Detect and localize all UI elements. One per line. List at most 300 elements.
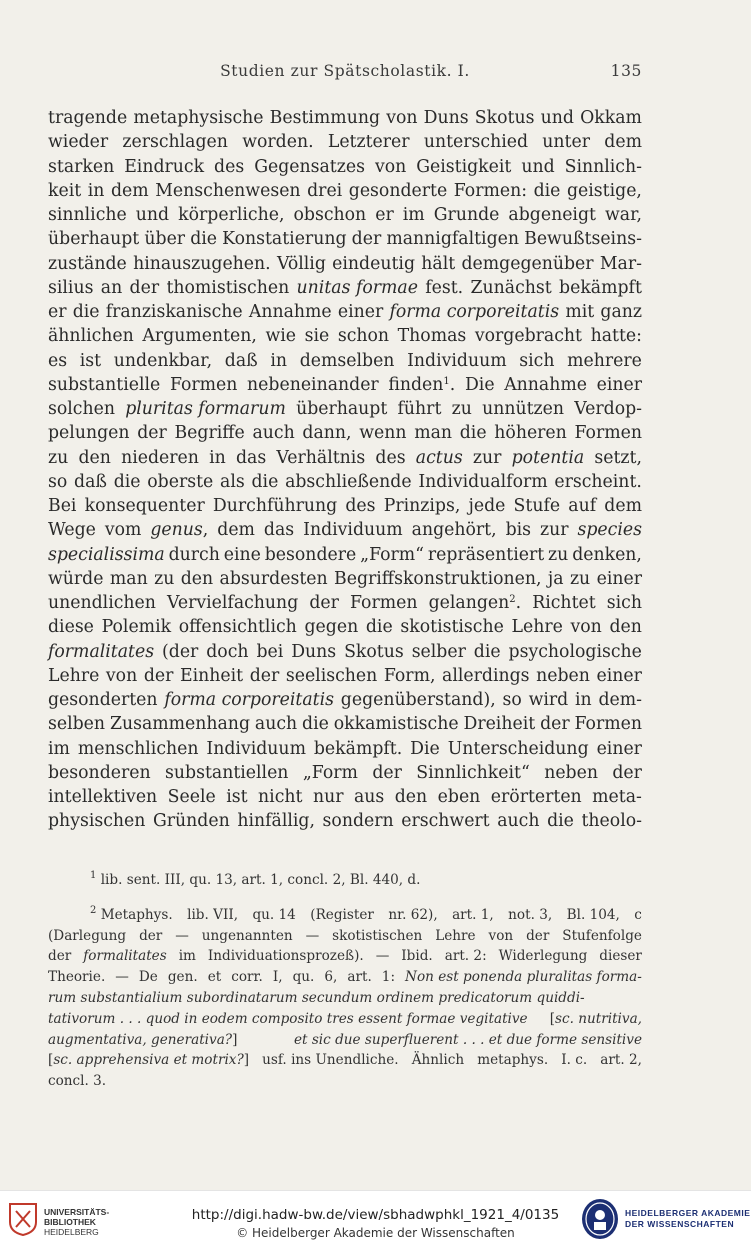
word: Ähnlich xyxy=(411,1052,465,1069)
word: an xyxy=(100,277,123,298)
word: er xyxy=(48,302,67,322)
word: Formen xyxy=(574,423,642,444)
word: qu. xyxy=(292,969,315,986)
body-line xyxy=(48,421,642,445)
word: zu xyxy=(154,568,175,589)
running-title: Studien zur Spätscholastik. I. xyxy=(220,62,470,80)
body-line xyxy=(48,349,642,373)
word: Bl. 104, xyxy=(566,906,620,923)
word: in xyxy=(270,350,288,371)
word: rum substantialium subordinatarum secundum ordinem predicatorum quiddi- xyxy=(48,989,585,1006)
word: 6, xyxy=(324,969,338,986)
word: die xyxy=(72,302,100,322)
word: bis xyxy=(505,520,532,541)
word: so xyxy=(502,690,522,710)
footnote-2-line xyxy=(48,967,642,988)
word: zu xyxy=(48,447,69,468)
word: sie xyxy=(304,326,330,347)
body-line xyxy=(48,130,642,154)
word: Stufe xyxy=(513,496,561,516)
word: nur xyxy=(312,787,344,807)
word: Thomas xyxy=(397,326,467,347)
word: Wege xyxy=(48,520,96,541)
word: zerschlagen xyxy=(122,132,228,153)
word: substantielle xyxy=(48,374,161,395)
body-line xyxy=(48,809,642,833)
word: hinauszugehen. xyxy=(133,253,271,274)
word: Sinnlichkeit“ xyxy=(416,762,530,783)
word: Völlig xyxy=(276,253,326,274)
word: neben xyxy=(536,665,590,686)
word: schon xyxy=(337,326,390,347)
word: allerdings xyxy=(442,665,530,686)
word: die xyxy=(365,617,393,638)
word: die xyxy=(251,471,279,492)
word: erörterten xyxy=(490,787,582,807)
word: Formen xyxy=(574,714,642,735)
word: höheren xyxy=(494,423,567,444)
word: setzt, xyxy=(594,447,642,468)
word: Sinnlich- xyxy=(564,156,642,177)
word: art. xyxy=(347,969,372,986)
word: Einheit xyxy=(179,665,244,686)
word: gelangen$^2$. xyxy=(428,593,522,613)
word: ganz xyxy=(600,302,642,322)
word: silius xyxy=(48,277,94,298)
word: hatte: xyxy=(590,326,642,347)
word: Individuum xyxy=(407,350,507,371)
word: niederen xyxy=(121,447,199,468)
word: lib. VII, xyxy=(187,906,239,923)
body-line xyxy=(48,688,642,712)
word: tragende xyxy=(48,108,128,128)
footnote-1: $^1$ lib. sent. III, qu. 13, art. 1, concl. 2, Bl. 440, d. xyxy=(90,870,421,888)
footnote-2-line xyxy=(48,1009,642,1030)
word: besondere xyxy=(264,544,357,565)
body-line xyxy=(48,494,642,518)
word: die xyxy=(190,229,218,250)
word: gegenüberstand), xyxy=(340,690,496,710)
word: und xyxy=(135,205,170,225)
word: der xyxy=(129,277,160,298)
word: augmentativa, generativa?] xyxy=(48,1031,238,1048)
word: — xyxy=(175,927,189,944)
word: die xyxy=(113,471,141,492)
word: — xyxy=(115,969,129,986)
word: die xyxy=(547,811,574,832)
word: die xyxy=(473,641,501,662)
word: nebeneinander xyxy=(247,374,379,395)
word: körperliche, xyxy=(178,205,285,225)
word: species xyxy=(577,520,642,541)
word: (der xyxy=(162,641,199,662)
word: Individualform xyxy=(418,471,548,492)
word: undenkbar, xyxy=(113,350,213,371)
word: „Form xyxy=(302,762,358,783)
word: mannigfaltigen xyxy=(386,229,519,250)
word: der xyxy=(526,927,550,944)
word: erscheint. xyxy=(554,471,642,492)
word: fest. xyxy=(425,277,464,298)
word: jede xyxy=(468,496,506,516)
word: Die xyxy=(464,374,495,395)
word: daß xyxy=(224,350,258,371)
body-line xyxy=(48,373,642,397)
word: bekämpft. xyxy=(313,738,403,759)
word: corr. xyxy=(231,969,263,986)
word: Individuum xyxy=(206,738,306,759)
word: [sc. apprehensiva et motrix?] xyxy=(48,1052,250,1069)
permalink-url[interactable]: http://digi.hadw-bw.de/view/sbhadwphkl_1921_4/0135 xyxy=(191,1207,560,1223)
word: geistige, xyxy=(566,180,642,201)
word: und xyxy=(521,156,555,177)
word: der xyxy=(143,665,174,686)
word: [sc. nutritiva, xyxy=(549,1010,642,1027)
word: vom xyxy=(104,520,142,541)
word: thomistischen xyxy=(166,277,290,298)
word: so xyxy=(48,471,68,492)
word: von xyxy=(374,156,407,177)
word: einer xyxy=(596,374,642,395)
word: formalitates xyxy=(48,641,155,662)
word: die xyxy=(533,180,561,201)
body-line xyxy=(48,761,642,785)
word: Unterscheidung xyxy=(447,738,589,759)
word: einer xyxy=(596,738,642,759)
word: Gründen xyxy=(152,811,230,832)
word: Menschenwesen xyxy=(155,180,301,201)
word: die xyxy=(459,423,487,444)
word: den xyxy=(78,447,111,468)
word: von xyxy=(488,927,514,944)
word: specialissima xyxy=(48,544,165,565)
body-line xyxy=(48,518,642,542)
copyright-notice: © Heidelberger Akademie der Wissenschaften xyxy=(236,1226,515,1240)
word: keit xyxy=(48,180,82,201)
word: und xyxy=(540,108,574,128)
word: das xyxy=(263,520,295,541)
word: einer xyxy=(337,302,384,322)
academy-name: HEIDELBERGER AKADEMIE DER WISSENSCHAFTEN xyxy=(625,1208,751,1229)
word: drei xyxy=(307,180,343,201)
word: auch xyxy=(497,811,540,832)
word: Argumenten, xyxy=(142,326,257,347)
word: gegen xyxy=(304,617,359,638)
word: usf. ins Unendliche. xyxy=(262,1052,399,1069)
footnote-2 xyxy=(48,905,642,1092)
word: pluritas formarum xyxy=(125,399,286,419)
word: dem xyxy=(110,180,149,201)
word: besonderen xyxy=(48,762,151,783)
word: Individuum xyxy=(303,520,403,541)
body-line xyxy=(48,591,642,615)
word: art. 2: xyxy=(444,948,487,965)
body-line xyxy=(48,397,642,421)
word: der xyxy=(139,927,163,944)
word: (Darlegung xyxy=(48,927,127,944)
running-header xyxy=(48,62,642,88)
university-library-name: UNIVERSITÄTS- BIBLIOTHEK HEIDELBERG xyxy=(44,1207,110,1237)
word: des xyxy=(375,447,406,468)
body-line xyxy=(48,737,642,761)
word: der xyxy=(137,423,167,444)
word: zur xyxy=(540,520,569,541)
word: Geistigkeit xyxy=(416,156,512,177)
word: menschlichen xyxy=(77,738,199,759)
word: vorgebracht xyxy=(474,326,582,347)
word: erschwert xyxy=(401,811,490,832)
word: sinnliche xyxy=(48,205,127,225)
footnote-2-line xyxy=(48,946,642,967)
word: des xyxy=(214,156,245,177)
body-line xyxy=(48,203,642,227)
body-line xyxy=(48,252,642,276)
word: repräsentiert xyxy=(427,544,545,565)
word: Zusammenhang xyxy=(109,714,251,735)
word: der xyxy=(351,229,382,250)
word: sich xyxy=(519,350,555,371)
word: tativorum . . . quod in eodem composito tres essent formae vegitative xyxy=(48,1010,528,1027)
word: überhaupt xyxy=(296,399,388,419)
word: den xyxy=(180,568,214,589)
body-line xyxy=(48,567,642,591)
word: finden$^1$. xyxy=(388,374,456,395)
academy-seal-icon xyxy=(580,1197,620,1241)
word: sondern xyxy=(322,811,394,832)
word: „Form“ xyxy=(360,544,425,565)
word: Begriffskonstruktionen, xyxy=(334,568,542,589)
word: ist xyxy=(226,787,248,807)
word: dieser xyxy=(599,948,642,965)
word: abschließende xyxy=(285,471,412,492)
word: art. 1, xyxy=(452,906,494,923)
word: Non est ponenda pluralitas forma- xyxy=(405,969,642,986)
word: solchen xyxy=(48,399,115,419)
word: Verhältnis xyxy=(276,447,366,468)
word: intellektiven xyxy=(48,787,158,807)
body-line xyxy=(48,470,642,494)
word: in xyxy=(209,447,226,468)
word: bekämpft xyxy=(559,277,642,298)
word: ist xyxy=(79,350,102,371)
word: von xyxy=(570,617,602,638)
word: wie xyxy=(265,326,297,347)
word: durch xyxy=(168,544,220,565)
body-line xyxy=(48,640,642,664)
word: demselben xyxy=(299,350,395,371)
word: Annahme xyxy=(248,302,332,322)
word: skotistischen xyxy=(332,927,423,944)
word: concl. 3. xyxy=(48,1073,107,1090)
word: den xyxy=(394,787,428,807)
word: des xyxy=(345,496,376,516)
word: führt xyxy=(397,399,442,419)
word: unterschied xyxy=(423,132,529,153)
word: De xyxy=(138,969,158,986)
body-text xyxy=(48,106,642,834)
word: einer xyxy=(596,568,642,589)
word: Dreiheit xyxy=(463,714,536,735)
word: wieder xyxy=(48,132,109,153)
body-line xyxy=(48,664,642,688)
word: die xyxy=(302,714,329,735)
word: in xyxy=(575,690,592,710)
word: abgeneigt xyxy=(508,205,596,225)
body-line xyxy=(48,179,642,203)
word: auch xyxy=(252,423,295,444)
body-line xyxy=(48,155,642,179)
word: denken, xyxy=(572,544,642,565)
word: Die xyxy=(410,738,440,759)
word: $^2$ Metaphys. xyxy=(90,904,173,923)
word: Gegensatzes xyxy=(254,156,365,177)
word: Bestimmung xyxy=(269,108,381,128)
word: qu. 14 xyxy=(252,906,296,923)
word: er xyxy=(375,205,394,225)
body-line xyxy=(48,712,642,736)
word: Mar- xyxy=(599,253,642,274)
word: (Register xyxy=(310,906,374,923)
word: sich xyxy=(606,593,642,613)
word: potentia xyxy=(511,447,585,468)
footnote-2-line xyxy=(48,1071,642,1092)
word: Formen xyxy=(350,593,418,613)
word: psychologische xyxy=(508,641,642,662)
word: zustände xyxy=(48,253,127,274)
body-line xyxy=(48,227,642,251)
word: not. 3, xyxy=(508,906,553,923)
word: eindeutig xyxy=(332,253,416,274)
word: dem xyxy=(217,520,255,541)
word: angehört, xyxy=(411,520,497,541)
word: ja xyxy=(547,568,564,589)
word: der xyxy=(540,714,570,735)
word: Eindruck xyxy=(124,156,205,177)
word: auf xyxy=(568,496,597,516)
word: würde xyxy=(48,568,104,589)
word: ungenannten xyxy=(201,927,293,944)
word: mit xyxy=(565,302,595,322)
word: hinfällig, xyxy=(237,811,315,832)
word: art. 2, xyxy=(600,1052,642,1069)
word: Vervielfachung xyxy=(167,593,299,613)
word: okkamistische xyxy=(333,714,459,735)
word: eine xyxy=(223,544,261,565)
word: hält xyxy=(421,253,456,274)
word: Individuationsprozeß). xyxy=(207,948,364,965)
word: gen. xyxy=(167,969,198,986)
word: pelungen xyxy=(48,423,130,444)
word: Begriffe xyxy=(174,423,245,444)
footnote-2-line xyxy=(48,988,642,1009)
footer-bar xyxy=(0,1190,751,1248)
word: war, xyxy=(605,205,642,225)
word: den xyxy=(609,617,642,638)
body-line xyxy=(48,543,642,567)
word: metaphys. xyxy=(477,1052,549,1069)
word: unitas formae xyxy=(296,277,418,298)
word: über xyxy=(144,229,186,250)
footnotes xyxy=(48,870,642,1092)
word: unter xyxy=(542,132,590,153)
word: zur xyxy=(472,447,502,468)
word: c xyxy=(634,906,642,923)
word: doch xyxy=(206,641,249,662)
word: das xyxy=(235,447,267,468)
word: dem xyxy=(604,132,642,153)
word: Polemik xyxy=(101,617,172,638)
word: — xyxy=(375,948,390,965)
word: nicht xyxy=(258,787,303,807)
word: der xyxy=(249,665,280,686)
word: Formen xyxy=(169,374,238,395)
word: dann, xyxy=(302,423,352,444)
word: mehrere xyxy=(567,350,642,371)
word: selber xyxy=(411,641,466,662)
word: theolo- xyxy=(581,811,642,832)
word: von xyxy=(105,665,138,686)
word: I. c. xyxy=(561,1052,588,1069)
word: gesonderten xyxy=(48,690,158,710)
body-line xyxy=(48,785,642,809)
word: als xyxy=(220,471,245,492)
word: actus xyxy=(415,447,463,468)
page-number: 135 xyxy=(610,62,642,80)
word: Seele xyxy=(167,787,216,807)
word: einer xyxy=(596,665,642,686)
word: Annahme xyxy=(504,374,587,395)
word: Lehre xyxy=(48,665,100,686)
word: wird xyxy=(528,690,569,710)
word: im xyxy=(48,738,70,759)
word: nr. 62), xyxy=(388,906,438,923)
word: absurdesten xyxy=(219,568,328,589)
word: selben xyxy=(48,714,106,735)
word: substantiellen xyxy=(165,762,289,783)
body-line xyxy=(48,615,642,639)
word: et sic due superfluerent . . . et due forme sensitive xyxy=(293,1031,642,1048)
word: Stufenfolge xyxy=(562,927,642,944)
word: forma corporeitatis xyxy=(164,690,334,710)
word: der xyxy=(309,593,339,613)
footnote-2-line xyxy=(48,926,642,947)
word: man xyxy=(414,423,453,444)
word: unendlichen xyxy=(48,593,156,613)
word: gesonderte xyxy=(348,180,448,201)
word: oberste xyxy=(147,471,214,492)
word: daß xyxy=(74,471,107,492)
word: skotistische xyxy=(400,617,504,638)
word: Prinzips, xyxy=(383,496,461,516)
word: worden. xyxy=(242,132,314,153)
word: in xyxy=(87,180,105,201)
footnote-2-line xyxy=(48,1050,642,1071)
word: Skotus xyxy=(474,108,535,128)
word: aus xyxy=(353,787,385,807)
word: Zunächst xyxy=(470,277,552,298)
word: demgegenüber xyxy=(461,253,594,274)
word: starken xyxy=(48,156,115,177)
word: der xyxy=(48,948,72,965)
word: bei xyxy=(256,641,284,662)
word: offensichtlich xyxy=(178,617,297,638)
word: Lehre xyxy=(435,927,476,944)
word: Duns xyxy=(291,641,337,662)
word: Skotus xyxy=(344,641,404,662)
word: Lehre xyxy=(511,617,563,638)
word: obschon xyxy=(293,205,367,225)
word: eben xyxy=(437,787,481,807)
